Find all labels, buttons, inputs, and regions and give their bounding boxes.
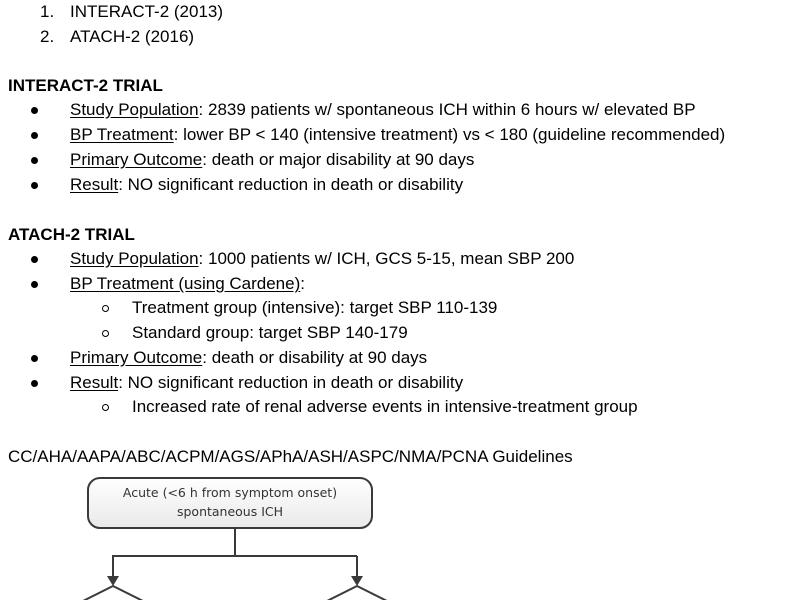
bullet-label: Primary Outcome	[70, 150, 203, 169]
bullet-text: : NO significant reduction in death or disability	[118, 373, 464, 392]
sub-bullet-text: Treatment group (intensive): target SBP 110-139	[132, 298, 498, 317]
bullet-text: :	[300, 274, 305, 293]
sub-bullet-text: Increased rate of renal adverse events in intensive-treatment group	[132, 397, 638, 416]
arrow-right-icon	[351, 576, 363, 586]
bullet-label: Result	[70, 373, 119, 392]
bullet-icon	[31, 107, 38, 114]
circle-bullet-icon	[102, 330, 109, 337]
bullet-icon	[31, 157, 38, 164]
bullet-label: Result	[70, 175, 119, 194]
list-label: INTERACT-2 (2013)	[70, 2, 224, 21]
bullet-icon	[31, 355, 38, 362]
list-label: ATACH-2 (2016)	[70, 27, 195, 46]
bullet-text: : NO significant reduction in death or disability	[118, 175, 464, 194]
bullet-text: : lower BP < 140 (intensive treatment) vs < 180 (guideline recommended)	[173, 125, 726, 144]
flowchart-decision-right	[317, 586, 397, 600]
bullet-icon	[31, 281, 38, 288]
bullet-text: : death or major disability at 90 days	[202, 150, 475, 169]
bullet-icon	[31, 380, 38, 387]
bullet-label: BP Treatment	[70, 125, 174, 144]
circle-bullet-icon	[102, 404, 109, 411]
list-number: 1.	[40, 2, 55, 21]
arrow-left-icon	[107, 576, 119, 586]
bullet-text: : 1000 patients w/ ICH, GCS 5-15, mean SBP 200	[198, 249, 575, 268]
bullet-label: Study Population	[70, 100, 199, 119]
flowchart-connectors	[112, 528, 357, 578]
guidelines-title: CC/AHA/AAPA/ABC/ACPM/AGS/APhA/ASH/ASPC/NMA/PCNA Guidelines	[8, 447, 573, 466]
bullet-text: : death or disability at 90 days	[202, 348, 428, 367]
flowchart-decision-left	[73, 586, 153, 600]
bullet-label: Primary Outcome	[70, 348, 203, 367]
bullet-text: : 2839 patients w/ spontaneous ICH within 6 hours w/ elevated BP	[198, 100, 696, 119]
flowchart	[0, 470, 800, 600]
start-box-line2: spontaneous ICH	[176, 504, 284, 519]
section-heading: ATACH-2 TRIAL	[8, 225, 135, 244]
circle-bullet-icon	[102, 305, 109, 312]
bullet-icon	[31, 182, 38, 189]
section-heading: INTERACT-2 TRIAL	[8, 76, 163, 95]
flowchart-start-box	[88, 478, 372, 528]
bullet-icon	[31, 132, 38, 139]
start-box-line1: Acute (<6 h from symptom onset)	[122, 485, 338, 500]
bullet-icon	[31, 256, 38, 263]
bullet-label: BP Treatment (using Cardene)	[70, 274, 301, 293]
bullet-label: Study Population	[70, 249, 199, 268]
sub-bullet-text: Standard group: target SBP 140-179	[132, 323, 408, 342]
list-number: 2.	[40, 27, 55, 46]
